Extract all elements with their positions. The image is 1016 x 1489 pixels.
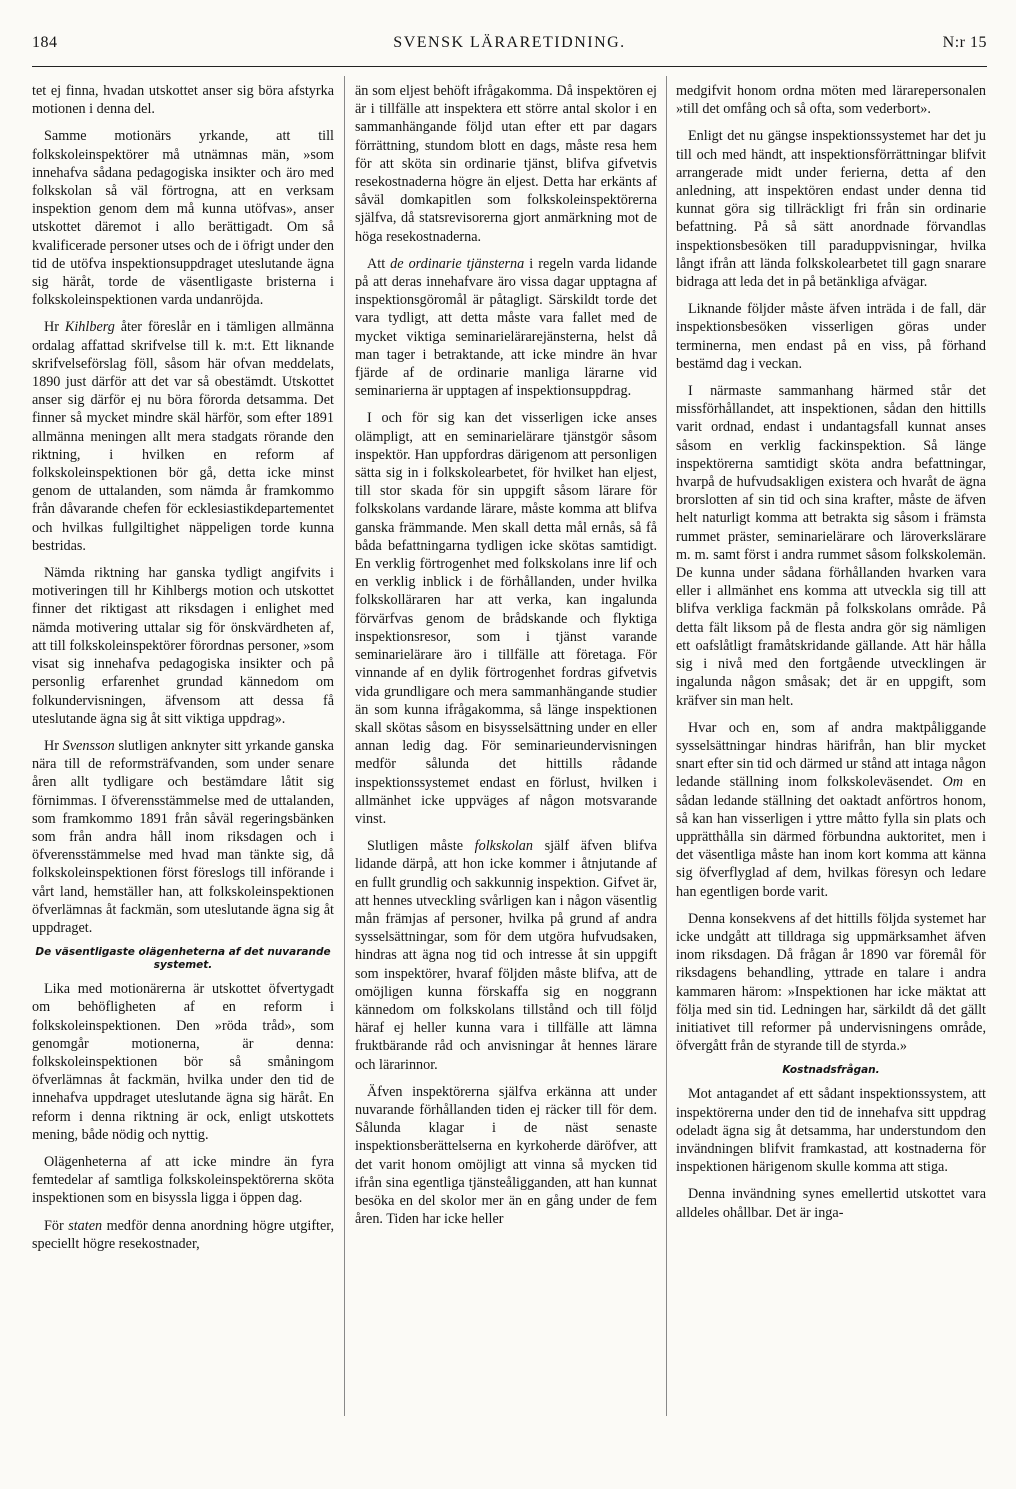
paragraph-text: tet ej finna, hvadan utskottet anser sig böra afstyrka motionen i denna del. — [32, 83, 334, 118]
article-paragraph — [355, 409, 657, 828]
article-paragraph — [32, 564, 334, 728]
article-paragraph — [32, 82, 334, 118]
paragraph-text: åter föreslår en i tämligen allmänna ordalag affattad skrifvelse till k. m:t. Ett liknande skrifvelseförslag föll, såsom här ofvan meddelats, 1890 just därför att det var så obestämdt. Utskottet anser sig därför ej nu böra förorda detsamma. Det finner så mycket mindre skäl härför, som efter 1891 allmänna meningen allt mera stadgats rörande den riktning, i hvilken en reform af folkskoleinspektionen bör gå, detta icke minst genom de uttalanden, som nämda år framkommo från dåvarande chefen för ecklesiastikdepartementet och hvilkas fullgiltighet näppeligen torde kunna bestridas. — [32, 319, 334, 554]
text-column-1 — [32, 82, 334, 1422]
page-header — [32, 34, 987, 58]
paragraph-text: medgifvit honom ordna möten med lärarepersonalen »till det omfång och så ofta, som vederbort». — [676, 83, 986, 118]
text-column-2 — [355, 82, 657, 1422]
paragraph-text: Olägenheterna af att icke mindre än fyra femtedelar af samtliga folkskoleinspektörerna sköta inspektionen som en bisyssla ligga i öppen dag. — [32, 1153, 334, 1207]
article-paragraph — [355, 255, 657, 401]
paragraph-lead: För — [44, 1217, 69, 1234]
article-paragraph — [676, 910, 986, 1056]
paragraph-lead: Hr — [44, 319, 65, 336]
paragraph-text: Mot antagandet af ett sådant inspektionssystem, att inspektörerna under den tid de innehafva sitt uppdrag odeladt ägna sig åt detsamma, har understundom den invändningen blifvit framkastad, att kostnaderna för inspektionen härigenom skulle komma att stiga. — [676, 1086, 986, 1176]
issue-number: N:r 15 — [942, 34, 987, 51]
paragraph-lead: Att — [367, 255, 391, 272]
article-paragraph — [676, 382, 986, 710]
article-paragraph — [676, 300, 986, 373]
article-paragraph — [32, 318, 334, 555]
header-rule — [32, 66, 987, 67]
article-paragraph — [355, 1083, 657, 1229]
paragraph-text: en sådan ledande ställning det oaktadt anförtros honom, så kan han visserligen i yttre måtto fylla sin plats och upprätthålla sin därmed förbundna auktoritet, men i det väsentliga måste han inom kort komma att känna sig öfverflyglad af dem, hvilkas föresyn och ledare han egentligen borde varit. — [676, 774, 986, 900]
article-paragraph — [32, 1153, 334, 1208]
publication-title: SVENSK LÄRARETIDNING. — [393, 34, 626, 51]
emphasized-term: Svensson — [62, 737, 115, 754]
emphasized-term: de ordinarie tjänsterna — [390, 255, 525, 272]
article-paragraph — [676, 82, 986, 118]
article-paragraph — [355, 82, 657, 246]
text-column-3 — [676, 82, 986, 1422]
paragraph-text: i regeln varda lidande på att deras innehafvare äro vissa dagar upptagna af inspektionsgöromål är påtagligt. Särskildt torde det vara tydligt, att detta måste vara fallet med de mycket viktiga seminarielärarejänsterna, helst då man tager i betraktande, att icke mindre än hvar fjärde af de ordinarie manliga lärarne vid seminarierna är upptagen af inspektionsuppdrag. — [355, 255, 657, 400]
article-paragraph — [32, 980, 334, 1144]
paragraph-text: Äfven inspektörerna själfva erkänna att under nuvarande förhållanden tiden ej räcker till för dem. Sålunda klagar i de näst senaste inspektionsberättelserna en kyrkoherde däröfver, att det varit honom omöjligt att vinna så mycken tid ifrån sina egentliga tjänsteåligganden, att han kunnat besöka en del skolor mer än en gång under de fem åren. Tiden har icke heller — [355, 1083, 657, 1228]
paragraph-text: Denna invändning synes emellertid utskottet vara alldeles ohållbar. Det är inga- — [676, 1186, 986, 1221]
emphasized-term: folkskolan — [474, 838, 533, 855]
paragraph-text: I och för sig kan det visserligen icke anses olämpligt, att en seminarielärare tjänstgör såsom inspektör. Han uppfordras därigenom att personligen sätta sig in i folkskolearbetet, för hvilket han eljest, till stor skada för sin uppgift såsom lärare för folkskolans vardande lärare, måste komma att blifva ganska främmande. Men skall detta mål ernås, så få båda befattningarna tydligen icke skötas samtidigt. En verklig förtrogenhet med folkskolans inre lif och en verklig inblick i de förhållanden, under hvilka folkskolläraren har att verka, kan ingalunda förvärfvas genom de brådskande och flyktiga inspektionsresor, som i tjänst varande seminarielärare äro i tillfälle att företaga. För vinnande af en dylik förtrogenhet fordras gifvetvis vida grundligare och mera sammanhängande studier än som kunna ifrågakomma, så länge inspektionen skall skötas såsom en bisysselsättning under en eller annan ledig dag. För seminarieundervisningen medför sålunda det hittills rådande inspektionssystemet endast en förlust, hvilken i allmänhet icke uppväges af någon motsvarande vinst. — [355, 410, 657, 827]
paragraph-text: Lika med motionärerna är utskottet öfvertygadt om behöfligheten af en reform i folkskoleinspektionen. Den »röda tråd», som genomgår motionerna, är denna: folkskoleinspektionen bör så småningom öfverlämnas åt fackmän, hvilka under den tid de innehafva uppdraget uteslutande ägna sig häråt. En reform i denna riktning är ock, enligt utskottets mening, både nödig och nyttig. — [32, 981, 334, 1143]
article-paragraph — [32, 737, 334, 937]
paragraph-lead: Slutligen måste — [367, 838, 475, 855]
paragraph-text: slutligen anknyter sitt yrkande ganska nära till de reformsträfvanden, som under senare åren allt tydligare och bestämdare låtit sig förnimmas. I öfverensstämmelse med de uttalanden, som framkommo 1891 från såväl regeringsbänken som från andra håll inom riksdagen och i öfverensstämmelse med hvad man tänkte sig, då folkskoleinspektionen först föreslogs till införande i vårt land, hemställer han, att folkskoleinspektionen öfverlämnas åt fackmän, som uteslutande ägna sig åt uppdraget. — [32, 737, 334, 936]
paragraph-text: medför denna anordning högre utgifter, speciellt högre resekostnader, — [32, 1217, 334, 1252]
paragraph-text: själf äfven blifva lidande därpå, att hon icke kommer i åtnjutande af en fullt grundlig och sakkunnig inspektion. Gifvet är, att hennes utveckling svårligen kan i någon väsentlig mån främjas af personer, hvilka på grund af andra sysselsättningar, som för dem utgöra hufvudsaken, hindras att ägna nog tid och intresse åt sin uppgift som inspektörer, hvaraf följden måste blifva, att de omöjligen kunna förskaffa sig en noggrann kännedom om folkskolans tillstånd och till följd häraf ej heller kunna vara i tillfälle att lämna fruktbärande råd och anvisningar åt hennes lärare och lärarinnor. — [355, 838, 657, 1073]
paragraph-text: än som eljest behöft ifrågakomma. Då inspektören ej är i tillfälle att inspektera ett större antal skolor i en sammanhängande följd utan efter ett par dagars förrättning, stundom blott en dags, måste resa hem för att sköta sin ordinarie tjänst, blifva gifvetvis resekostnaderna högre än eljest. Detta har erkänts af såväl domkapitlen som folkskoleinspektörerna själfva, då statsrevisorerna gjort anmärkning mot de höga resekostnaderna. — [355, 83, 657, 245]
paragraph-text: Liknande följder måste äfven inträda i de fall, där inspektionsbesöken visserligen göras under terminerna, men endast på en viss, på förhand bestämd dag i veckan. — [676, 301, 986, 372]
paragraph-lead: Hr — [44, 737, 63, 754]
page-number: 184 — [32, 34, 58, 51]
paragraph-text: Enligt det nu gängse inspektionssystemet har det ju till och med händt, att inspektionsförrättningar blifvit arrangerade midt under ferierna, detta af den anledning, att inspektören endast under denna tid kunnat göra sig tillräckligt fri från sin ordinarie befattning. På så sätt anordnade förvandlas inspektionsbesöken till paraduppvisningar, hvilka långt ifrån att lända folkskolearbetet till gagn snarare bidraga att leda det in på betänkliga afvägar. — [676, 128, 986, 291]
article-paragraph — [676, 719, 986, 901]
article-paragraph — [32, 1217, 334, 1253]
emphasized-term: Kihlberg — [64, 319, 115, 336]
paragraph-text: Nämda riktning har ganska tydligt angifvits i motiveringen till hr Kihlbergs motion och utskottet finner det riktigast att riksdagen i enlighet med nämda motivering uttalar sig för önskvärdheten af, att till folkskoleinspektörer förordnas personer, »som visat sig innehafva pedagogiska insikter och på personlig erfarenhet grundad kännedom om folkundervisningen, äfvensom att dessa få uteslutande ägna sig åt sitt viktiga uppdrag». — [32, 565, 334, 727]
section-heading: Kostnadsfrågan. — [782, 1064, 880, 1077]
article-paragraph — [32, 127, 334, 309]
paragraph-lead: Hvar och en, som af andra maktpåliggande sysselsättningar hindras härifrån, han blir mycket snart efter sin tid och därmed ur stånd att intaga någon ledande ställning inom folkskoleväsendet. — [676, 719, 986, 791]
emphasized-term: Om — [942, 774, 963, 791]
article-paragraph — [676, 1185, 986, 1221]
article-paragraph — [355, 837, 657, 1074]
column-divider — [666, 76, 667, 1416]
article-paragraph — [676, 1085, 986, 1176]
column-divider — [344, 76, 345, 1416]
emphasized-term: staten — [68, 1217, 103, 1234]
section-heading: De väsentligaste olägenheterna af det nuvarande systemet. — [35, 946, 331, 972]
paragraph-text: Denna konsekvens af det hittills följda systemet har icke undgått att tilldraga sig uppmärksamhet äfven inom riksdagen. Då frågan år 1890 var föremål för riksdagens behandling, yttrade en talare i andra kammaren härom: »Inspektionen har icke mäktat att följa med sin tid. Ledningen har, särkildt då det gällt initiativet till reformer på undervisningens område, öfvergått från de styrande till de styrda.» — [676, 910, 986, 1055]
paragraph-text: Samme motionärs yrkande, att till folkskoleinspektörer må utnämnas män, »som innehafva sådana pedagogiska insikter och äro med folkskolan så väl förtrogna, att en verksam inspektion genom dem må kunna utöfvas», anser utskottet däremot i allo berättigadt. Om så kvalificerade personer utses och de i öfrigt under den tid de utöfva inspektionsuppdraget uteslutande ägna sig häråt, torde de väsentligaste bristerna i folkskoleinspektionen varda undanröjda. — [32, 128, 334, 309]
paragraph-text: I närmaste sammanhang härmed står det missförhållandet, att inspektionen, sådan den hittills varit ordnad, endast i undantagsfall kunnat anses såsom en verklig fackinspektion. Så länge inspektörerna samtidigt sköta andra befattningar, hvarpå de hufvudsakligen existera och hvaråt de ägna brorslotten af sin tid och sina krafter, måste de äfven helt naturligt komma att betrakta sig såsom i främsta rummet präster, seminarielärare och läroverkslärare m. m. samt först i andra rummet såsom folkskolemän. De kunna under sådana förhållanden hvarken vara eller i allmänhet ens komma att utveckla sig till att blifva verkliga fackmän på folkskolans område. På detta fält liksom på de flesta andra gör sig nämligen ett oafslåtligt framåtskridande gällande. Att här hålla sig i nivå med den fortgående utvecklingen är ingalunda någon småsak; det är en uppgift, som kräfver sin man helt. — [676, 383, 986, 709]
article-paragraph — [676, 127, 986, 291]
